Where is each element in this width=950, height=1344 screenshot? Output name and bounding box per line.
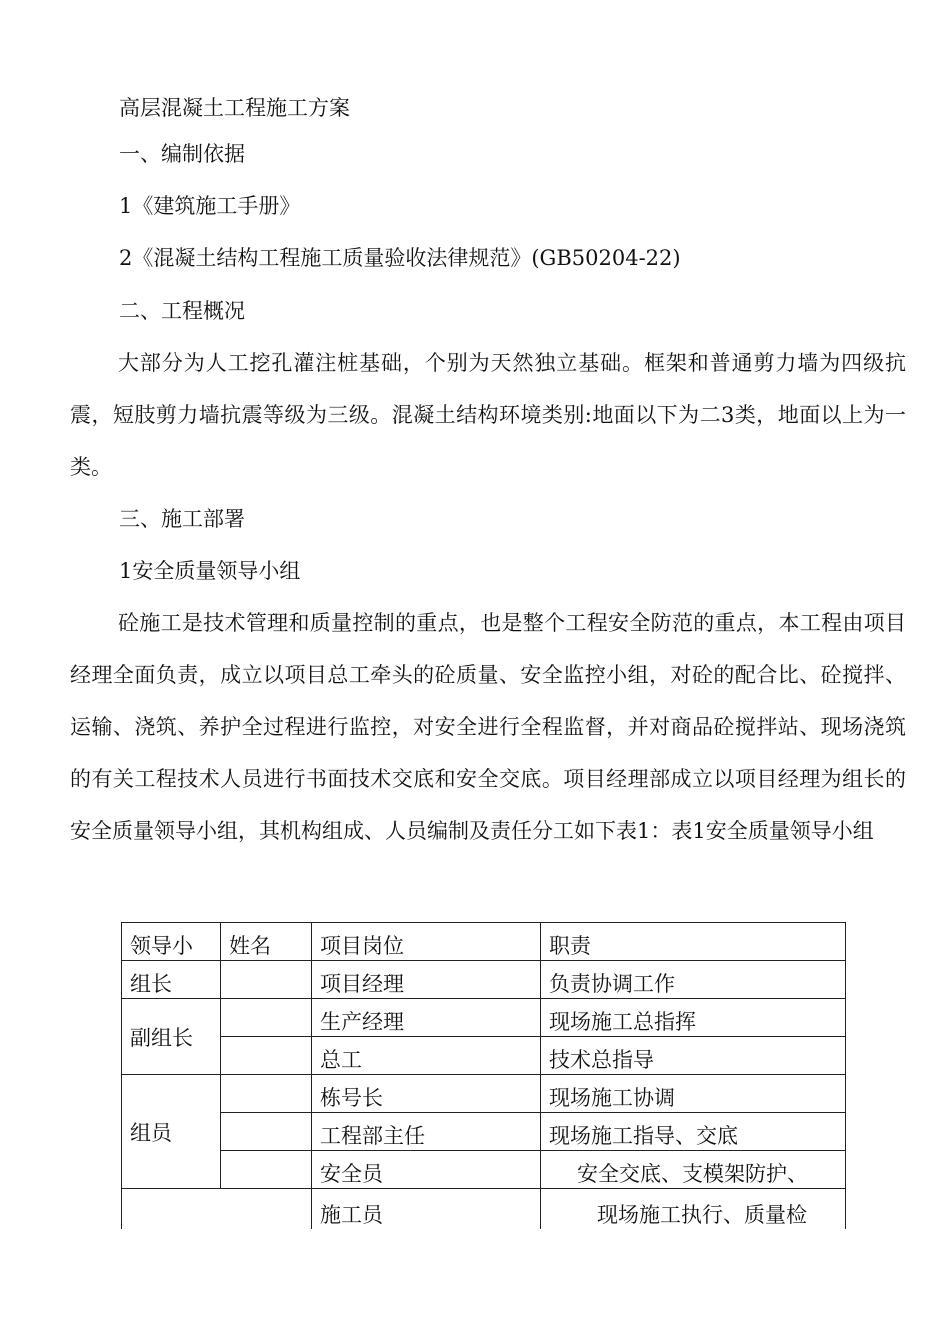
header-group: 领导小 bbox=[122, 923, 221, 961]
post-cell: 生产经理 bbox=[312, 999, 541, 1037]
role-cell: 副组长 bbox=[122, 999, 221, 1075]
overview-paragraph: 大部分为人工挖孔灌注桩基础，个别为天然独立基础。框架和普通剪力墙为四级抗震，短肢剪力墙抗震等级为三级。混凝土结构环境类别:地面以下为二3类，地面以上为一类。 bbox=[70, 351, 906, 479]
name-cell bbox=[221, 1075, 312, 1113]
table-row bbox=[122, 1075, 846, 1113]
section-heading-deployment: 三、施工部署 bbox=[119, 507, 245, 531]
role-cell bbox=[122, 1189, 312, 1230]
basis-item-2: 2《混凝土结构工程施工质量验收法律规范》(GB50204-22) bbox=[119, 246, 681, 270]
deployment-paragraph: 砼施工是技术管理和质量控制的重点，也是整个工程安全防范的重点，本工程由项目经理全面负责，成立以项目总工牵头的砼质量、安全监控小组，对砼的配合比、砼搅拌、运输、浇筑、养护全过程进行监控，对安全进行全程监督，并对商品砼搅拌站、现场浇筑的有关工程技术人员进行书面技术交底和安全交底。项目经理部成立以项目经理为组长的安全质量领导小组，其机构组成、人员编制及责任分工如下表1：表1安全质量领导小组 bbox=[70, 611, 906, 843]
post-cell: 栋号长 bbox=[312, 1075, 541, 1113]
name-cell bbox=[221, 999, 312, 1037]
post-cell: 安全员 bbox=[312, 1151, 541, 1189]
duty-cell: 现场施工执行、质量检 bbox=[541, 1189, 846, 1230]
post-cell: 工程部主任 bbox=[312, 1113, 541, 1151]
duty-cell: 现场施工协调 bbox=[541, 1075, 846, 1113]
table-row bbox=[122, 961, 846, 999]
duty-cell: 现场施工总指挥 bbox=[541, 999, 846, 1037]
header-post: 项目岗位 bbox=[312, 923, 541, 961]
name-cell bbox=[221, 1151, 312, 1189]
post-cell: 总工 bbox=[312, 1037, 541, 1075]
subheading-safety-group: 1安全质量领导小组 bbox=[119, 559, 301, 583]
table-row bbox=[122, 1151, 846, 1189]
section-heading-basis: 一、编制依据 bbox=[119, 142, 245, 166]
duty-cell: 负责协调工作 bbox=[541, 961, 846, 999]
table-row bbox=[122, 1037, 846, 1075]
table-row bbox=[122, 999, 846, 1037]
duty-cell: 技术总指导 bbox=[541, 1037, 846, 1075]
role-cell: 组员 bbox=[122, 1075, 221, 1189]
table-row bbox=[122, 1113, 846, 1151]
name-cell bbox=[221, 1037, 312, 1075]
post-cell: 项目经理 bbox=[312, 961, 541, 999]
duty-cell: 安全交底、支模架防护、 bbox=[541, 1151, 846, 1189]
post-cell: 施工员 bbox=[312, 1189, 541, 1230]
table-row bbox=[122, 1189, 846, 1230]
table-header-row bbox=[122, 923, 846, 961]
leadership-table bbox=[121, 922, 846, 1229]
duty-cell: 现场施工指导、交底 bbox=[541, 1113, 846, 1151]
header-duty: 职责 bbox=[541, 923, 846, 961]
section-heading-overview: 二、工程概况 bbox=[119, 299, 245, 323]
role-cell: 组长 bbox=[122, 961, 221, 999]
document-title: 高层混凝土工程施工方案 bbox=[119, 96, 350, 120]
name-cell bbox=[221, 1113, 312, 1151]
basis-item-1: 1《建筑施工手册》 bbox=[119, 194, 301, 218]
name-cell bbox=[221, 961, 312, 999]
header-name: 姓名 bbox=[221, 923, 312, 961]
